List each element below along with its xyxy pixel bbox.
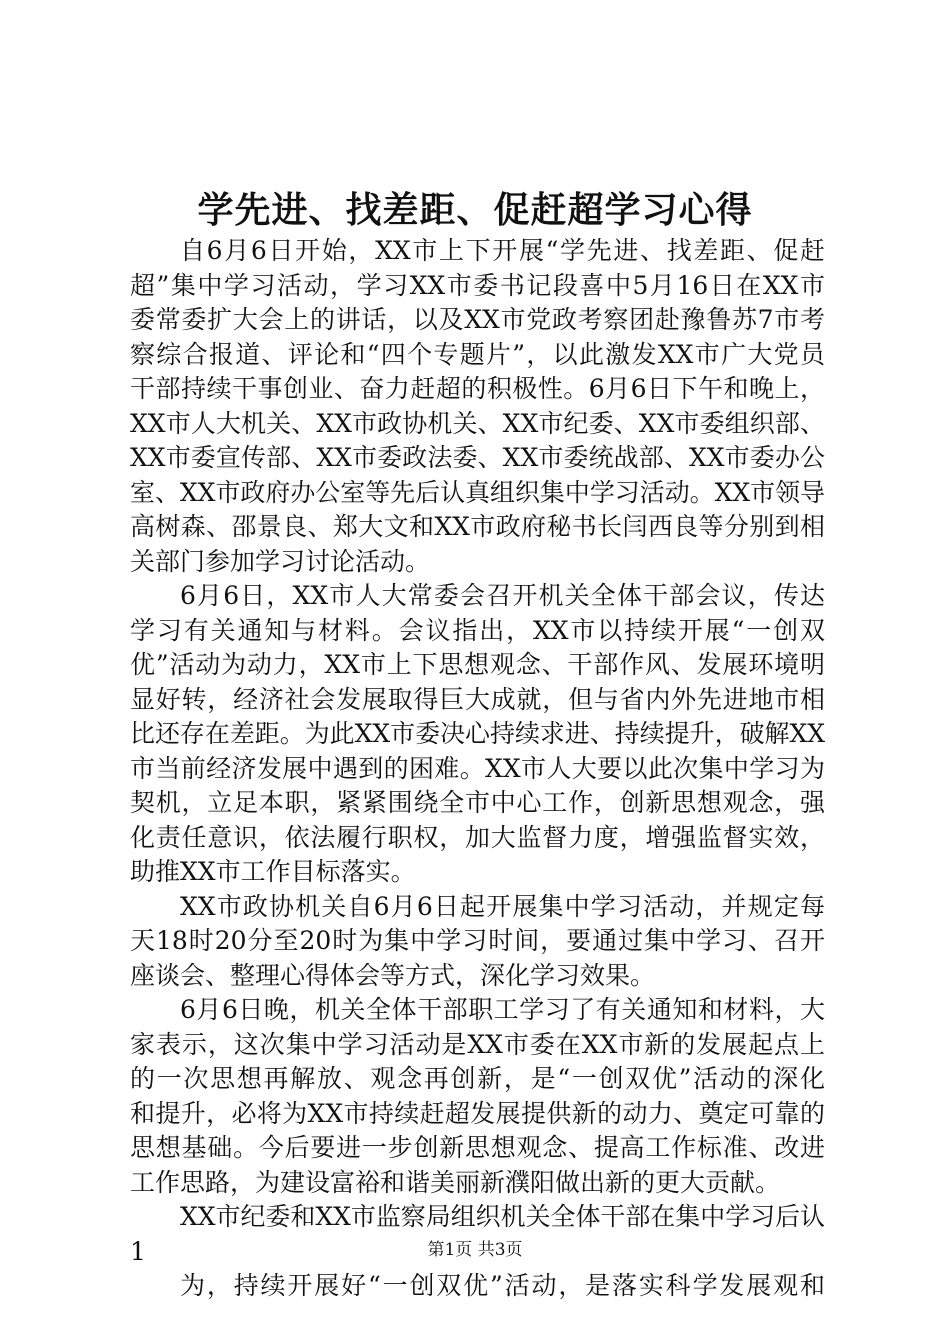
paragraph-line: 学习有关通知与材料。会议指出，XX市以持续开展“一创双	[130, 615, 825, 645]
document-body	[130, 234, 825, 1304]
paragraph-line: 关部门参加学习讨论活动。	[130, 546, 431, 576]
paragraph-line: 显好转，经济社会发展取得巨大成就，但与省内外先进地市相	[130, 684, 825, 714]
paragraph-line: 工作思路，为建设富裕和谐美丽新濮阳做出新的更大贡献。	[130, 1167, 781, 1197]
paragraph-line: 契机，立足本职，紧紧围绕全市中心工作，创新思想观念，强	[130, 788, 825, 817]
inline-page-number: 1	[130, 1236, 146, 1266]
paragraph-line: 委常委扩大会上的讲话，以及XX市党政考察团赴豫鲁苏7市考	[130, 305, 825, 334]
paragraph-line: XX市纪委和XX市监察局组织机关全体干部在集中学习后认	[180, 1202, 825, 1231]
paragraph-line: 优”活动为动力，XX市上下思想观念、干部作风、发展环境明	[130, 650, 825, 679]
paragraph-line: 思想基础。今后要进一步创新思想观念、提高工作标准、改进	[130, 1133, 825, 1162]
paragraph-line: 超”集中学习活动，学习XX市委书记段喜中5月16日在XX市	[130, 270, 825, 300]
paragraph-line: 高树森、邵景良、郑大文和XX市政府秘书长闫西良等分别到相	[130, 512, 825, 541]
paragraph-line: 天18时20分至20时为集中学习时间，要通过集中学习、召开	[130, 926, 825, 955]
paragraph-line: 自6月6日开始，XX市上下开展“学先进、找差距、促赶	[180, 236, 825, 265]
paragraph-line: 和提升，必将为XX市持续赶超发展提供新的动力、奠定可靠的	[130, 1098, 825, 1128]
paragraph-line: 的一次思想再解放、观念再创新，是“一创双优”活动的深化	[130, 1064, 825, 1093]
paragraph-line: 比还存在差距。为此XX市委决心持续求进、持续提升，破解XX	[130, 719, 825, 748]
paragraph-line: 为，持续开展好“一创双优”活动，是落实科学发展观和	[180, 1271, 825, 1300]
paragraph-line: 察综合报道、评论和“四个专题片”，以此激发XX市广大党员	[130, 339, 825, 369]
document-title: 学先进、找差距、促赶超学习心得	[197, 189, 753, 231]
paragraph-line: 6月6日，XX市人大常委会召开机关全体干部会议，传达	[180, 581, 825, 610]
paragraph-line: XX市政协机关自6月6日起开展集中学习活动，并规定每	[180, 891, 825, 921]
page-footer: 第1页 共3页	[427, 1240, 523, 1260]
paragraph-line: 家表示，这次集中学习活动是XX市委在XX市新的发展起点上	[130, 1029, 825, 1059]
paragraph-line: 座谈会、整理心得体会等方式，深化学习效果。	[130, 960, 656, 990]
paragraph-line: 干部持续干事创业、奋力赶超的积极性。6月6日下午和晚上，	[130, 374, 825, 403]
paragraph-line: XX市人大机关、XX市政协机关、XX市纪委、XX市委组织部、	[130, 408, 825, 438]
paragraph-line: 6月6日晚，机关全体干部职工学习了有关通知和材料，大	[180, 995, 825, 1024]
paragraph-line: 市当前经济发展中遇到的困难。XX市人大要以此次集中学习为	[130, 753, 825, 783]
paragraph-line: 助推XX市工作目标落实。	[130, 857, 416, 886]
paragraph-line: XX市委宣传部、XX市委政法委、XX市委统战部、XX市委办公	[130, 443, 825, 472]
paragraph-line: 化责任意识，依法履行职权，加大监督力度，增强监督实效，	[130, 822, 825, 852]
paragraph-line: 室、XX市政府办公室等先后认真组织集中学习活动。XX市领导	[130, 477, 825, 507]
